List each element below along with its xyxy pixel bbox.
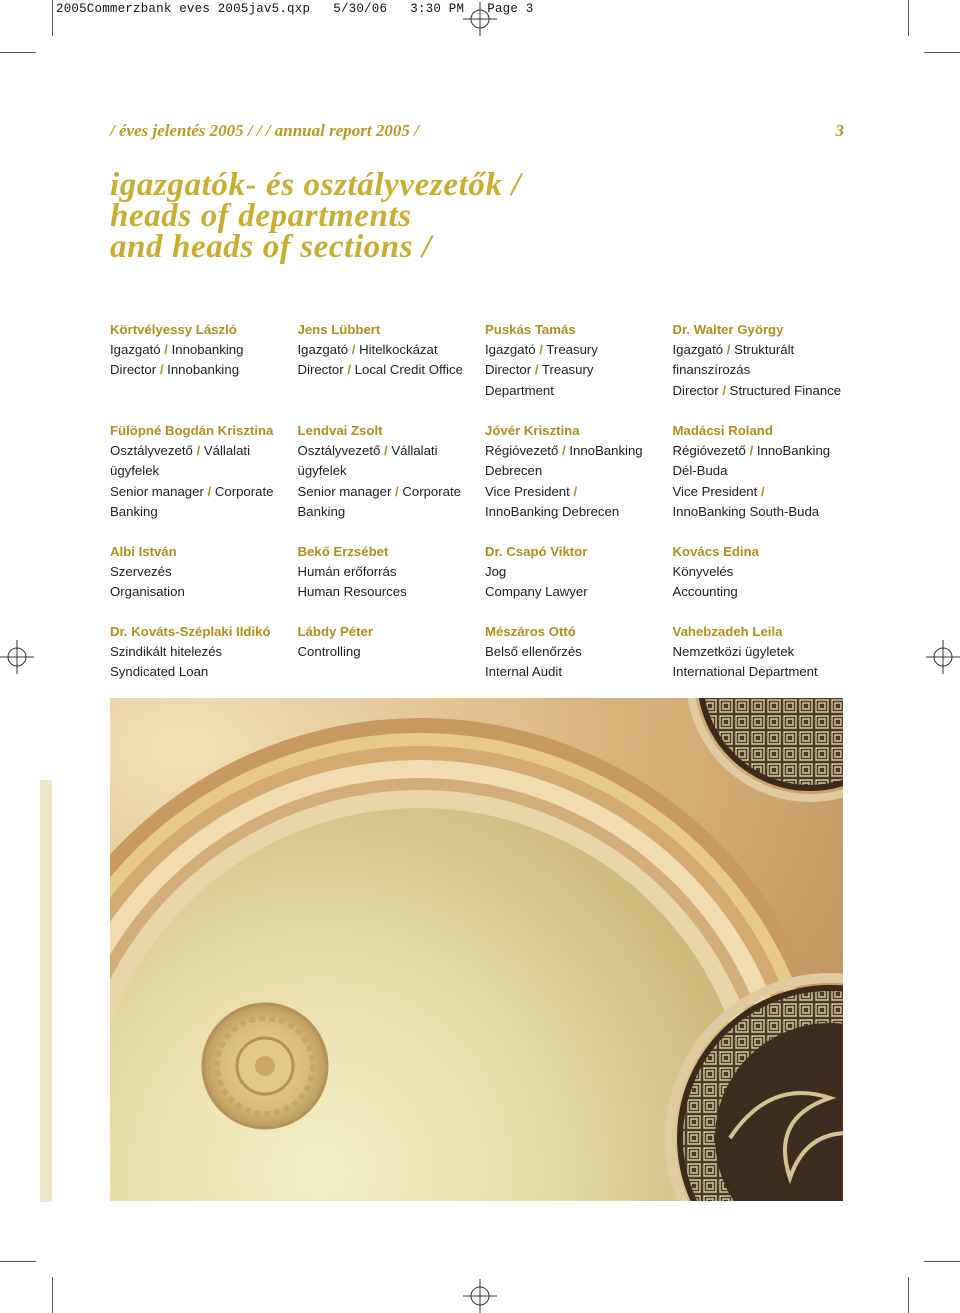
person-title-line: ügyfelek [110, 463, 160, 479]
person-name: Mészáros Ottó [485, 624, 576, 639]
person-title-line: Senior manager / Corporate [110, 483, 274, 499]
person-title-line: InnoBanking South-Buda [672, 503, 820, 519]
person-entry [485, 622, 673, 692]
person-name: Jóvér Krisztina [485, 423, 580, 438]
crop-mark [0, 1261, 36, 1262]
separator-slash: / [561, 443, 566, 459]
person-title-line: Régióvezető / InnoBanking [485, 443, 643, 459]
person-title-line: Director / Treasury [485, 362, 594, 378]
person-title-line: Internal Audit [485, 664, 562, 680]
person-title-line: Humán erőforrás [297, 564, 397, 580]
person-title-line: Belső ellenőrzés [485, 644, 582, 660]
person-title-line: ügyfelek [297, 463, 347, 479]
person-title-line: Human Resources [297, 584, 407, 600]
person-title-line: finanszírozás [672, 362, 751, 378]
side-color-bar [40, 780, 52, 1202]
separator-slash: / [749, 443, 754, 459]
person-title-line: Director / Innobanking [110, 362, 240, 378]
separator-slash: / [384, 443, 388, 459]
page-title [110, 167, 522, 265]
person-name: Madácsi Roland [672, 423, 773, 438]
person-title-line: Igazgató / Strukturált [672, 342, 795, 358]
person-title-line: Syndicated Loan [110, 664, 209, 680]
person-entry [485, 320, 673, 421]
person-title-line: InnoBanking Debrecen [485, 503, 620, 519]
person-title-line: Accounting [672, 584, 738, 600]
ceiling-photo [110, 698, 843, 1201]
staff-directory [110, 320, 860, 692]
separator-slash: / [534, 362, 539, 378]
person-entry [485, 542, 673, 622]
person-title-line: Nemzetközi ügyletek [672, 644, 795, 660]
person-entry [673, 542, 861, 622]
staff-row [110, 622, 860, 692]
print-slug: 2005Commerzbank eves 2005jav5.qxp 5/30/06 3:30 PM Page 3 [56, 2, 534, 16]
page-title-line: and heads of sections / [110, 229, 432, 265]
crop-mark [0, 52, 36, 53]
person-entry [298, 622, 486, 692]
person-title-line: Dél-Buda [672, 463, 728, 479]
person-entry [298, 542, 486, 622]
page-title-line: heads of departments [110, 198, 412, 234]
crop-mark [908, 1277, 909, 1313]
person-entry [485, 421, 673, 542]
person-entry [110, 320, 298, 421]
crop-mark [908, 0, 909, 36]
registration-mark-icon [0, 640, 34, 674]
person-name: Dr. Csapó Viktor [485, 544, 588, 559]
person-entry [298, 421, 486, 542]
person-entry [110, 421, 298, 542]
person-title-line: Régióvezető / InnoBanking [672, 443, 831, 459]
ceiling-dome-image [110, 698, 843, 1201]
staff-row [110, 320, 860, 421]
page-title-line: igazgatók- és osztályvezetők / [110, 167, 522, 203]
separator-slash: / [539, 342, 543, 358]
person-title-line: Igazgató / Treasury [485, 342, 598, 358]
person-name: Dr. Kováts-Széplaki Ildikó [110, 624, 271, 639]
crop-mark [52, 1277, 53, 1313]
person-name: Fülöpné Bogdán Krisztina [110, 423, 274, 438]
crop-mark [52, 0, 53, 36]
page-number: 3 [835, 121, 844, 140]
person-name: Körtvélyessy László [110, 322, 237, 337]
person-name: Vahebzadeh Leila [672, 624, 783, 639]
separator-slash: / [164, 342, 168, 358]
person-name: Jens Lübbert [297, 322, 381, 337]
person-entry [110, 542, 298, 622]
separator-slash: / [207, 483, 212, 499]
separator-slash: / [722, 382, 726, 398]
person-title-line: Banking [297, 503, 346, 519]
person-title-line: Vice President / [672, 483, 765, 499]
person-title-line: Igazgató / Innobanking [110, 342, 244, 358]
person-title-line: Szindikált hitelezés [110, 644, 223, 660]
person-entry [673, 320, 861, 421]
separator-slash: / [395, 483, 399, 499]
separator-slash: / [351, 342, 356, 358]
crop-mark [924, 52, 960, 53]
separator-slash: / [726, 342, 731, 358]
person-title-line: Osztályvezető / Vállalati [110, 443, 251, 459]
staff-row [110, 421, 860, 542]
person-entry [110, 622, 298, 692]
person-title-line: Vice President / [485, 483, 578, 499]
staff-row [110, 542, 860, 622]
registration-mark-icon [463, 2, 497, 36]
person-entry [673, 622, 861, 692]
crop-mark [924, 1261, 960, 1262]
separator-slash: / [573, 483, 578, 499]
separator-slash: / [196, 443, 201, 459]
person-title-line: Department [485, 382, 554, 398]
person-title-line: Senior manager / Corporate [297, 483, 461, 499]
person-name: Dr. Walter György [672, 322, 784, 337]
person-name: Kovács Edina [672, 544, 759, 559]
person-title-line: Director / Local Credit Office [297, 362, 463, 378]
registration-mark-icon [926, 640, 960, 674]
person-title-line: Company Lawyer [485, 584, 588, 600]
separator-slash: / [347, 362, 351, 378]
person-title-line: Szervezés [110, 564, 172, 580]
running-header [110, 121, 844, 141]
registration-mark-icon [463, 1279, 497, 1313]
person-entry [298, 320, 486, 421]
running-header-text: / éves jelentés 2005 / / / annual report 2005 / [110, 121, 419, 140]
person-title-line: Osztályvezető / Vállalati [297, 443, 438, 459]
person-name: Bekő Erzsébet [297, 544, 389, 559]
person-name: Lendvai Zsolt [297, 423, 383, 438]
person-title-line: Director / Structured Finance [672, 382, 842, 398]
person-entry [673, 421, 861, 542]
person-title-line: International Department [672, 664, 818, 680]
person-name: Lábdy Péter [297, 624, 373, 639]
person-name: Albi István [110, 544, 177, 559]
person-title-line: Jog [485, 564, 507, 580]
person-title-line: Igazgató / Hitelkockázat [297, 342, 438, 358]
person-title-line: Organisation [110, 584, 185, 600]
person-title-line: Controlling [297, 644, 361, 660]
person-title-line: Könyvelés [672, 564, 734, 580]
person-title-line: Banking [110, 503, 158, 519]
person-name: Puskás Tamás [485, 322, 576, 337]
separator-slash: / [760, 483, 765, 499]
person-title-line: Debrecen [485, 463, 543, 479]
separator-slash: / [159, 362, 164, 378]
